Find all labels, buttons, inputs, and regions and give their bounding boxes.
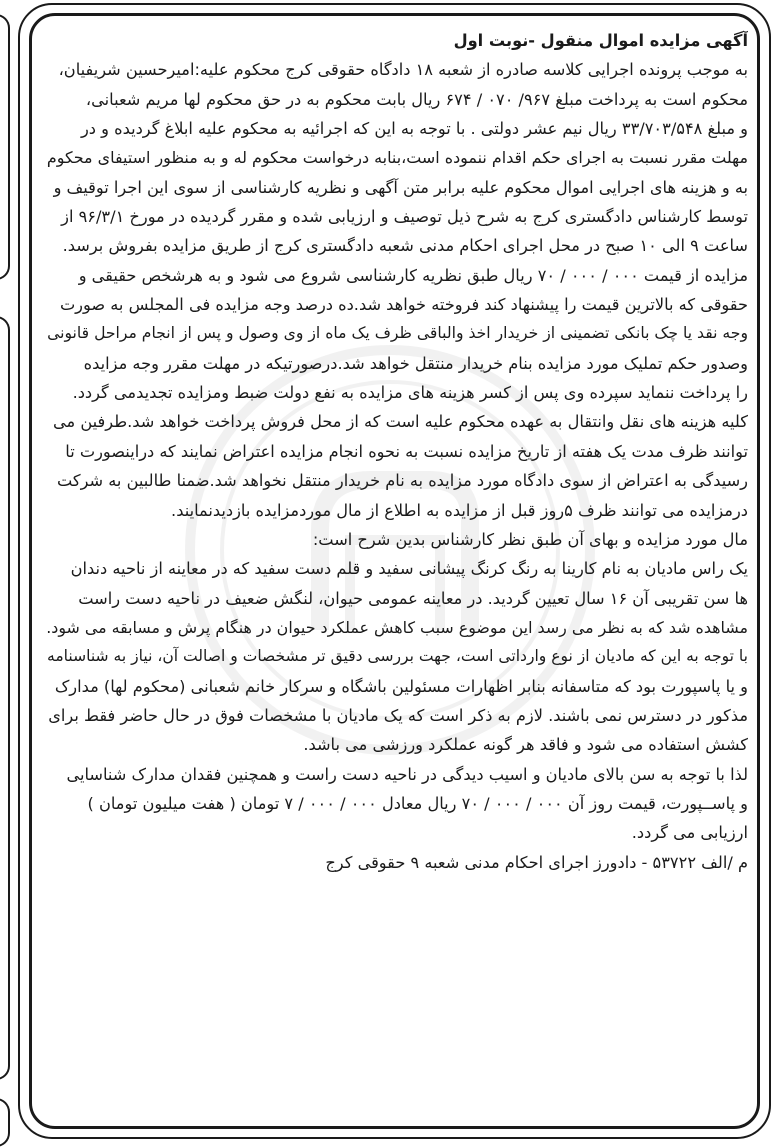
notice-line: مهلت مقرر نسبت به اجرای حکم اقدام ننموده است،بنابه درخواست محکوم له و به منظور استیفای محکوم <box>46 148 748 168</box>
notice-line: کلیه هزینه های نقل وانتقال به عهده محکوم علیه است که از محل فروش پرداخت خواهد شد.طرفین می <box>53 412 748 432</box>
notice-line: رسیدگی به اعتراض از سوی دادگاه مورد مزایده به نام خریدار منتقل نخواهد شد.ضمنا طالبین به شرکت <box>57 471 748 491</box>
notice-line: و یا پاسپورت بود که متاسفانه بنابر اظهارات مسئولین باشگاه و سرکار خانم شعبانی (محکوم لها) مدارک <box>54 676 748 696</box>
notice-line: ساعت ۹ الی ۱۰ صبح در محل اجرای احکام مدنی شعبه دادگستری کرج از طریق مزایده بفروش برسد. <box>62 236 748 256</box>
notice-signature: م /الف ۵۳۷۲۲ - دادورز اجرای احکام مدنی شعبه ۹ حقوقی کرج <box>325 852 748 872</box>
notice-line: ارزیابی می گردد. <box>631 823 748 843</box>
notice-line: وجه نقد یا چک بانکی تضمینی از خریدار اخذ والباقی ظرف یک ماه از وی وصول و پس از انجام مراحل قانونی <box>47 324 748 343</box>
notice-line: لذا با توجه به سن بالای مادیان و اسیب دیدگی در ناحیه دست راست و همچنین فقدان مدارک شناسایی <box>66 764 748 784</box>
notice-line: مال مورد مزایده و بهای آن طبق نظر کارشناس بدین شرح است: <box>312 529 748 549</box>
notice-line: ها سن تقریبی آن ۱۶ سال تعیین گردید. در معاینه عمومی حیوان، لنگش ضعیف در ناحیه دست راست <box>78 588 748 608</box>
notice-line: درمزایده می توانند ظرف ۵روز قبل از مزایده به اطلاع از مال موردمزایده بازدیدنمایند. <box>171 500 748 520</box>
notice-line: حقوقی که بالاترین قیمت را پیشنهاد کند فروخته خواهد شد.ده درصد وجه مزایده فی المجلس به صورت <box>59 295 748 315</box>
notice-body <box>40 26 748 877</box>
notice-line: مذکور در دسترس نمی باشند. لازم به ذکر است که یک مادیان با مشخصات فوق در حال حاضر فقط برای <box>48 705 748 725</box>
notice-line: یک راس مادیان به نام کارینا به رنگ کرنگ پیشانی سفید و قلم دست سفید که در معاینه از ناحیه دندان <box>70 559 748 579</box>
notice-line: به و هزینه های اجرایی اموال محکوم علیه برابر متن آگهی و نظریه کارشناسی از سوی این اجرا توقیف و <box>53 177 748 197</box>
notice-line: توسط کارشناس دادگستری کرج به شرح ذیل توصیف و ارزیابی شده و مقرر گردیده در مورخ ۹۶/۳/۱ از <box>61 207 748 227</box>
notice-line: و پاســپورت، قیمت روز آن ۰۰۰ / ۰۰۰ / ۷۰ ریال معادل ۰۰۰ / ۰۰۰ / ۷ تومان ( هفت میلیون تومان ) <box>87 793 748 813</box>
left-column-border <box>0 1098 10 1147</box>
notice-line: وصدور حکم تملیک مورد مزایده بنام خریدار منتقل خواهد شد.درصورتیکه در مهلت مقرر وجه مزایده <box>83 353 748 373</box>
notice-line: به موجب پرونده اجرایی کلاسه صادره از شعبه ۱۸ دادگاه حقوقی کرج محکوم علیه:امیرحسین شریفیان، <box>58 60 748 80</box>
notice-line: مزایده از قیمت ۰۰۰ / ۰۰۰ / ۷۰ ریال طبق نظریه کارشناسی شروع می شود و به هرشخص حقیقی و <box>78 265 748 285</box>
notice-line: محکوم است به پرداخت مبلغ ۹۶۷/ ۰۷۰ / ۶۷۴ ریال بابت محکوم به در حق محکوم لها مریم شعبانی، <box>85 89 748 109</box>
left-column-border <box>0 14 10 280</box>
left-column-border <box>0 316 10 1080</box>
notice-line: مشاهده شد که به نظر می رسد این موضوع سبب کاهش عملکرد حیوان در هنگام پرش و مسابقه می شود. <box>46 617 748 637</box>
left-edge-strip <box>0 0 10 1143</box>
notice-title: آگهی مزایده اموال منقول -نوبت اول <box>453 31 748 50</box>
notice-line: را پرداخت ننماید سپرده وی پس از کسر هزینه های مزایده به نفع دولت ضبط ومزایده تجدیدمی گردد. <box>72 383 748 403</box>
notice-line: کشش استفاده می شود و فاقد هر گونه عملکرد ورزشی می باشد. <box>303 735 748 755</box>
notice-line: با توجه به این که مادیان از نوع وارداتی است، جهت بررسی دقیق تر مشخصات و اصالت آن، نیاز به شناسنامه <box>47 647 748 666</box>
notice-line: توانند ظرف مدت یک هفته از تاریخ مزایده نسبت به نحوه انجام مزایده اعتراض نمایند که دراینصورت تا <box>65 441 748 461</box>
notice-line: و مبلغ ۳۳/۷۰۳/۵۴۸ ریال نیم عشر دولتی . با توجه به این که اجرائیه به محکوم علیه ابلاغ گردیده و در <box>80 119 748 139</box>
